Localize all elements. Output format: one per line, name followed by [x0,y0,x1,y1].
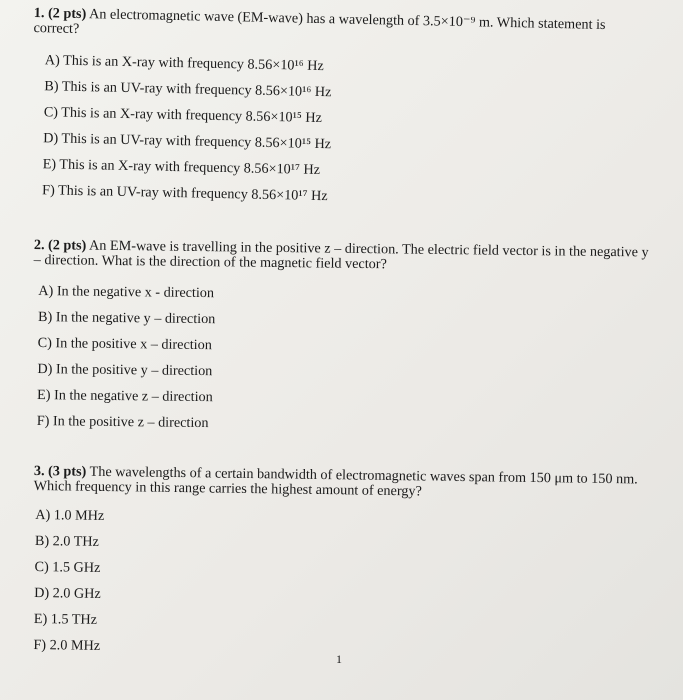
option-2a[interactable]: A) In the negative x - direction [38,283,215,302]
question-1-stem: 1. (2 pts) An electromagnetic wave (EM-wave) has a wavelength of 3.5×10⁻⁹ m. Which statement is correct? [33,5,606,37]
option-3c[interactable]: C) 1.5 GHz [34,559,101,576]
question-1 [30,6,654,219]
option-3f[interactable]: F) 2.0 MHz [33,637,101,654]
option-2b[interactable]: B) In the negative y – direction [37,309,216,328]
option-1e[interactable]: E) This is an X-ray with frequency 8.56×10¹⁷ Hz [42,156,321,179]
option-3d[interactable]: D) 2.0 GHz [34,585,101,602]
option-2f[interactable]: F) In the positive z – direction [36,413,209,432]
page-number: 1 [336,652,342,666]
option-1f[interactable]: F) This is an UV-ray with frequency 8.56×10¹⁷ Hz [41,182,328,205]
option-2c[interactable]: C) In the positive x – direction [37,335,212,354]
option-3e[interactable]: E) 1.5 THz [33,611,98,628]
option-1a[interactable]: A) This is an X-ray with frequency 8.56×10¹⁶ Hz [44,52,324,75]
question-3-stem: 3. (3 pts) The wavelengths of a certain bandwidth of electromagnetic waves span from 150 μm to 150 nm. Which frequency in this range carries the highest amount of energy? [33,463,638,500]
option-2d[interactable]: D) In the positive y – direction [37,361,213,380]
question-3 [31,464,654,670]
option-1b[interactable]: B) This is an UV-ray with frequency 8.56×10¹⁶ Hz [44,78,332,101]
question-2 [32,238,654,445]
option-1c[interactable]: C) This is an X-ray with frequency 8.56×10¹⁵ Hz [43,104,323,127]
option-1d[interactable]: D) This is an UV-ray with frequency 8.56×10¹⁵ Hz [43,130,332,153]
option-3a[interactable]: A) 1.0 MHz [35,507,105,524]
question-2-options [37,281,654,445]
question-1-options [42,50,653,219]
question-2-stem: 2. (2 pts) An EM-wave is travelling in the positive z – direction. The electric field vector is in the negative y – direction. What is the direction of the magnetic field vector? [33,237,649,273]
question-3-options [33,505,653,670]
option-2e[interactable]: E) In the negative z – direction [36,387,213,406]
option-3b[interactable]: B) 2.0 THz [34,533,99,550]
